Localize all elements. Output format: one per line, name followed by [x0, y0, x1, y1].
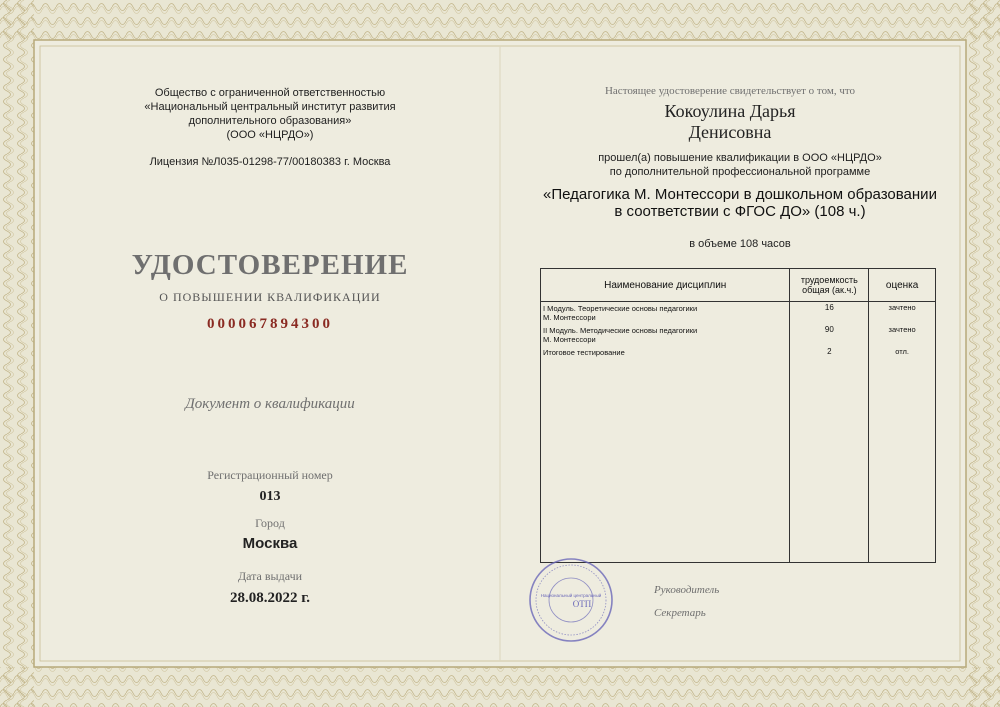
row-2-discipline-line-1: II Модуль. Методические основы педагогики [543, 326, 698, 335]
document-title: УДОСТОВЕРЕНИЕ [131, 249, 409, 281]
org-name-line-1: Общество с ограниченной ответственностью [154, 87, 386, 99]
disciplines-table [540, 268, 936, 563]
recipient-name-line-2: Денисовна [688, 122, 772, 142]
row-1-discipline-line-1: I Модуль. Теоретические основы педагогики [543, 304, 698, 313]
registration-label: Регистрационный номер [207, 468, 333, 482]
table-body-row [541, 302, 936, 563]
document-type: Документ о квалификации [185, 396, 355, 412]
stamp-caption: Национальный центральный [540, 593, 602, 598]
header-discipline: Наименование дисциплин [541, 269, 790, 302]
row-1-hours: 16 [824, 303, 834, 312]
row-3-hours: 2 [827, 347, 832, 356]
header-hours [790, 269, 869, 302]
org-name-line-2: «Национальный центральный институт развития [144, 101, 396, 113]
certifies-intro: Настоящее удостоверение свидетельствует о том, что [604, 85, 856, 97]
row-1-discipline-line-2: М. Монтессори [543, 313, 596, 322]
row-3-grade: отл. [895, 347, 909, 356]
header-hours-line-1: трудоемкость [800, 275, 858, 285]
row-1-grade: зачтено [888, 303, 916, 312]
passed-training-line: прошел(а) повышение квалификации в ООО «НЦРДО» [598, 152, 882, 164]
table-row [543, 326, 783, 344]
org-name-line-3: дополнительного образования» [188, 115, 352, 127]
serial-number: 000067894300 [207, 316, 333, 332]
registration-number: 013 [259, 489, 281, 504]
table-row [543, 348, 783, 357]
stamp-center-text: ОТП [572, 599, 592, 609]
license-text: Лицензия №Л035-01298-77/00180383 г. Москва [149, 156, 391, 168]
issue-date-label: Дата выдачи [237, 569, 303, 583]
signature-head-label: Руководитель [654, 584, 720, 596]
org-name-line-4: (ООО «НЦРДО») [226, 129, 314, 141]
hours-column [790, 302, 869, 563]
row-3-discipline-line-1: Итоговое тестирование [543, 348, 625, 357]
grade-column [869, 302, 936, 563]
city-value: Москва [242, 535, 298, 552]
discipline-column [541, 302, 790, 563]
document-subtitle: О ПОВЫШЕНИИ КВАЛИФИКАЦИИ [159, 290, 381, 304]
program-title-line-1: «Педагогика М. Монтессори в дошкольном образовании [543, 186, 937, 203]
row-2-discipline-line-2: М. Монтессори [543, 335, 596, 344]
official-stamp [528, 557, 614, 643]
issue-date-value: 28.08.2022 г. [229, 590, 311, 606]
row-2-grade: зачтено [888, 325, 916, 334]
signature-secretary-label: Секретарь [654, 607, 706, 619]
row-2-hours: 90 [824, 325, 834, 334]
recipient-name-line-1: Кокоулина Дарья [664, 101, 796, 121]
table-row [543, 304, 783, 322]
program-title-line-2: в соответствии с ФГОС ДО» (108 ч.) [614, 203, 866, 220]
header-grade: оценка [869, 269, 936, 302]
header-hours-line-2: общая (ак.ч.) [802, 285, 857, 295]
city-label: Город [255, 516, 285, 530]
program-intro-line: по дополнительной профессиональной программе [609, 166, 871, 178]
table-header-row [541, 269, 936, 302]
program-volume: в объеме 108 часов [689, 238, 791, 250]
